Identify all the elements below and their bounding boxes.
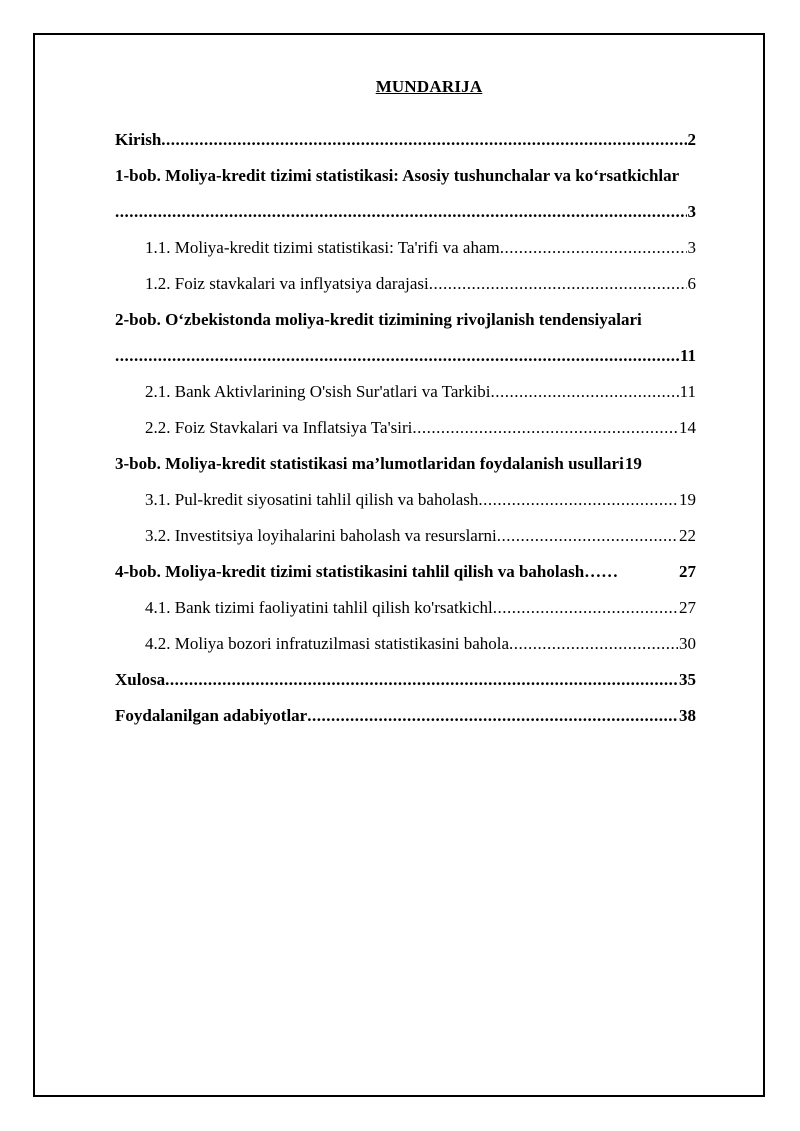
toc-entry-chapter[interactable] — [115, 706, 696, 742]
dot-leader — [493, 598, 678, 618]
toc-title: MUNDARIJA — [375, 77, 483, 96]
toc-entry-page: 35 — [679, 670, 696, 689]
toc-entry-page: 11 — [679, 382, 696, 401]
toc-entry-label: 4-bob. Moliya-kredit tizimi statistikasini tahlil qilish va baholash — [115, 562, 585, 581]
toc-entry-page: 3 — [687, 202, 696, 221]
toc-entry-section[interactable] — [115, 238, 696, 274]
toc-entry-section[interactable] — [115, 274, 696, 310]
toc-entry-chapter[interactable] — [115, 130, 696, 166]
dot-leader — [115, 346, 679, 366]
toc-entry-label: 2.2. Foiz Stavkalari va Inflatsiya Ta'siri — [145, 418, 413, 437]
toc-entry-section[interactable] — [115, 634, 696, 670]
toc-entry-heading[interactable] — [115, 310, 696, 346]
dot-leader — [165, 670, 678, 690]
toc-entry-label: 4.1. Bank tizimi faoliyatini tahlil qilish ko'rsatkichl — [145, 598, 493, 617]
toc-entry-label: 3.1. Pul-kredit siyosatini tahlil qilish va baholash — [145, 490, 479, 509]
toc-entry-leader-line[interactable] — [115, 346, 696, 382]
toc-entry-page: 27 — [679, 598, 696, 617]
toc-entry-page: 11 — [679, 346, 696, 365]
toc-entry-page: 38 — [679, 706, 696, 725]
toc-entry-chapter[interactable] — [115, 670, 696, 706]
toc-entry-label: 1.1. Moliya-kredit tizimi statistikasi: Ta'rifi va aham — [145, 238, 500, 257]
dot-leader — [509, 634, 678, 654]
toc-entry-page: 22 — [679, 526, 696, 545]
dot-leader — [491, 382, 679, 402]
toc-entry-page: 3 — [687, 238, 696, 257]
toc-entry-section[interactable] — [115, 382, 696, 418]
toc-entry-heading[interactable] — [115, 166, 696, 202]
toc-entry-leader-line[interactable] — [115, 202, 696, 238]
dot-leader — [497, 526, 678, 546]
toc-entry-section[interactable] — [115, 598, 696, 634]
toc-entry-page: 2 — [687, 130, 696, 149]
dot-leader — [115, 202, 687, 222]
toc-entry-chapter[interactable] — [115, 454, 696, 490]
toc-entry-page: 6 — [687, 274, 696, 293]
toc-entry-label: 1-bob. Moliya-kredit tizimi statistikasi: Asosiy tushunchalar va ko‘rsatkichlar — [115, 166, 680, 185]
toc-entry-label: 1.2. Foiz stavkalari va inflyatsiya darajasi — [145, 274, 429, 293]
toc-entry-label: Kirish — [115, 130, 162, 149]
dot-leader — [307, 706, 678, 726]
toc-entry-page: 14 — [679, 418, 696, 437]
dot-leader — [429, 274, 687, 294]
toc-entry-section[interactable] — [115, 418, 696, 454]
toc-entry-chapter[interactable] — [115, 562, 696, 598]
dot-leader — [500, 238, 687, 258]
toc-entry-section[interactable] — [115, 526, 696, 562]
toc-entry-page: 19 — [624, 454, 642, 473]
toc-entry-label: 3-bob. Moliya-kredit statistikasi ma’lumotlaridan foydalanish usullari — [115, 454, 624, 473]
toc-entry-page: 30 — [679, 634, 696, 653]
table-of-contents — [115, 130, 696, 742]
toc-entry-page: 27 — [679, 562, 696, 581]
toc-entry-label: 2.1. Bank Aktivlarining O'sish Sur'atlari va Tarkibi — [145, 382, 491, 401]
toc-entry-label: 4.2. Moliya bozori infratuzilmasi statistikasini bahola — [145, 634, 510, 653]
toc-entry-label: Xulosa — [115, 670, 166, 689]
toc-entry-label: 2-bob. O‘zbekistonda moliya-kredit tizimining rivojlanish tendensiyalari — [115, 310, 642, 329]
toc-entry-label: 3.2. Investitsiya loyihalarini baholash va resurslarni — [145, 526, 497, 545]
toc-entry-label: Foydalanilgan adabiyotlar — [115, 706, 308, 725]
dot-leader — [412, 418, 678, 438]
dot-leader — [478, 490, 678, 510]
dot-leader — [161, 130, 686, 150]
short-leader: …… — [584, 562, 619, 581]
toc-entry-section[interactable] — [115, 490, 696, 526]
toc-entry-page: 19 — [679, 490, 696, 509]
